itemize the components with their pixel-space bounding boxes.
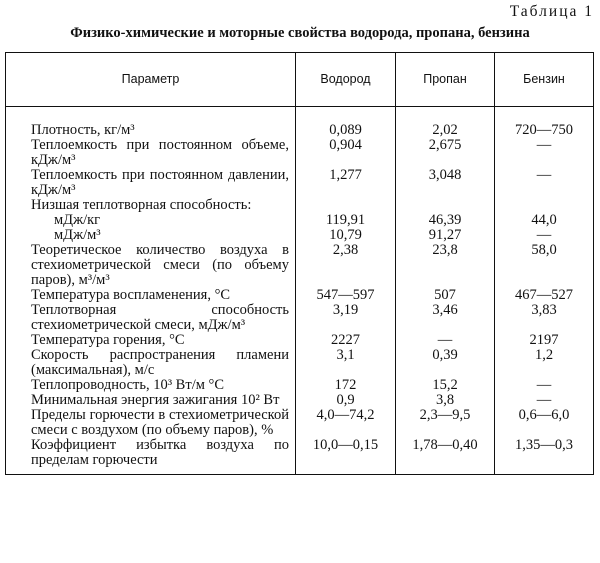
petrol-value: 3,83 [495, 303, 594, 333]
hydrogen-value: 119,91 [296, 213, 396, 228]
parameter-cell: Плотность, кг/м³ [6, 107, 296, 139]
propane-value: 3,46 [396, 303, 495, 333]
parameter-cell: Теплоемкость при постоянном давлении, кДж/м³ [6, 168, 296, 198]
hydrogen-value: 4,0—74,2 [296, 408, 396, 438]
parameter-cell: мДж/кг [6, 213, 296, 228]
table-row [6, 168, 594, 198]
propane-value: 3,048 [396, 168, 495, 198]
hydrogen-value: 3,1 [296, 348, 396, 378]
propane-value: 91,27 [396, 228, 495, 243]
parameter-cell: Минимальная энергия зажигания 10² Вт [6, 393, 296, 408]
table-row [6, 333, 594, 348]
hydrogen-value: 10,79 [296, 228, 396, 243]
table-row [6, 303, 594, 333]
parameter-cell: Теплоемкость при постоянном объеме, кДж/м³ [6, 138, 296, 168]
petrol-value: 467—527 [495, 288, 594, 303]
table-row [6, 107, 594, 139]
parameter-cell: Теплотворная способность стехиометрической смеси, мДж/м³ [6, 303, 296, 333]
parameter-cell: Коэффициент избытка воздуха по пределам горючести [6, 438, 296, 475]
propane-value: 1,78—0,40 [396, 438, 495, 475]
propane-value: 2,3—9,5 [396, 408, 495, 438]
hydrogen-value: 2,38 [296, 243, 396, 288]
hydrogen-value [296, 198, 396, 213]
hydrogen-value: 10,0—0,15 [296, 438, 396, 475]
table-row [6, 393, 594, 408]
hydrogen-value: 1,277 [296, 168, 396, 198]
petrol-value: — [495, 138, 594, 168]
column-header-parameter: Параметр [6, 53, 296, 107]
petrol-value: 44,0 [495, 213, 594, 228]
parameter-cell: мДж/м³ [6, 228, 296, 243]
petrol-value: 1,35—0,3 [495, 438, 594, 475]
propane-value: 507 [396, 288, 495, 303]
petrol-value [495, 198, 594, 213]
parameter-cell: Температура горения, °С [6, 333, 296, 348]
parameter-cell: Низшая теплотворная способность: [6, 198, 296, 213]
parameter-cell: Скорость распространения пламени (максимальная), м/с [6, 348, 296, 378]
petrol-value: 0,6—6,0 [495, 408, 594, 438]
propane-value: 23,8 [396, 243, 495, 288]
parameter-cell: Пределы горючести в стехиометрической смеси с воздухом (по объему паров), % [6, 408, 296, 438]
header-row [6, 53, 594, 107]
hydrogen-value: 0,089 [296, 107, 396, 139]
propane-value: 2,675 [396, 138, 495, 168]
table-row [6, 213, 594, 228]
table-row [6, 348, 594, 378]
parameter-cell: Теплопроводность, 10³ Вт/м °С [6, 378, 296, 393]
petrol-value: 58,0 [495, 243, 594, 288]
propane-value: 0,39 [396, 348, 495, 378]
petrol-value: — [495, 168, 594, 198]
petrol-value: 2197 [495, 333, 594, 348]
propane-value [396, 198, 495, 213]
hydrogen-value: 0,904 [296, 138, 396, 168]
propane-value: — [396, 333, 495, 348]
table-row [6, 378, 594, 393]
table-row [6, 438, 594, 475]
propane-value: 2,02 [396, 107, 495, 139]
table-row [6, 243, 594, 288]
table-row [6, 288, 594, 303]
table-row [6, 198, 594, 213]
column-header-petrol: Бензин [495, 53, 594, 107]
petrol-value: — [495, 378, 594, 393]
table-row [6, 138, 594, 168]
petrol-value: 1,2 [495, 348, 594, 378]
parameter-cell: Температура воспламенения, °С [6, 288, 296, 303]
hydrogen-value: 3,19 [296, 303, 396, 333]
hydrogen-value: 547—597 [296, 288, 396, 303]
table-number-label: Таблица 1 [509, 3, 594, 20]
propane-value: 15,2 [396, 378, 495, 393]
propane-value: 46,39 [396, 213, 495, 228]
table-row [6, 228, 594, 243]
petrol-value: — [495, 393, 594, 408]
petrol-value: 720—750 [495, 107, 594, 139]
hydrogen-value: 0,9 [296, 393, 396, 408]
properties-table [5, 52, 594, 475]
hydrogen-value: 172 [296, 378, 396, 393]
propane-value: 3,8 [396, 393, 495, 408]
petrol-value: — [495, 228, 594, 243]
table-title: Физико-химические и моторные свойства водорода, пропана, бензина [70, 25, 530, 41]
column-header-hydrogen: Водород [296, 53, 396, 107]
hydrogen-value: 2227 [296, 333, 396, 348]
column-header-propane: Пропан [396, 53, 495, 107]
table-row [6, 408, 594, 438]
parameter-cell: Теоретическое количество воздуха в стехиометрической смеси (по объему паров), м³/м³ [6, 243, 296, 288]
